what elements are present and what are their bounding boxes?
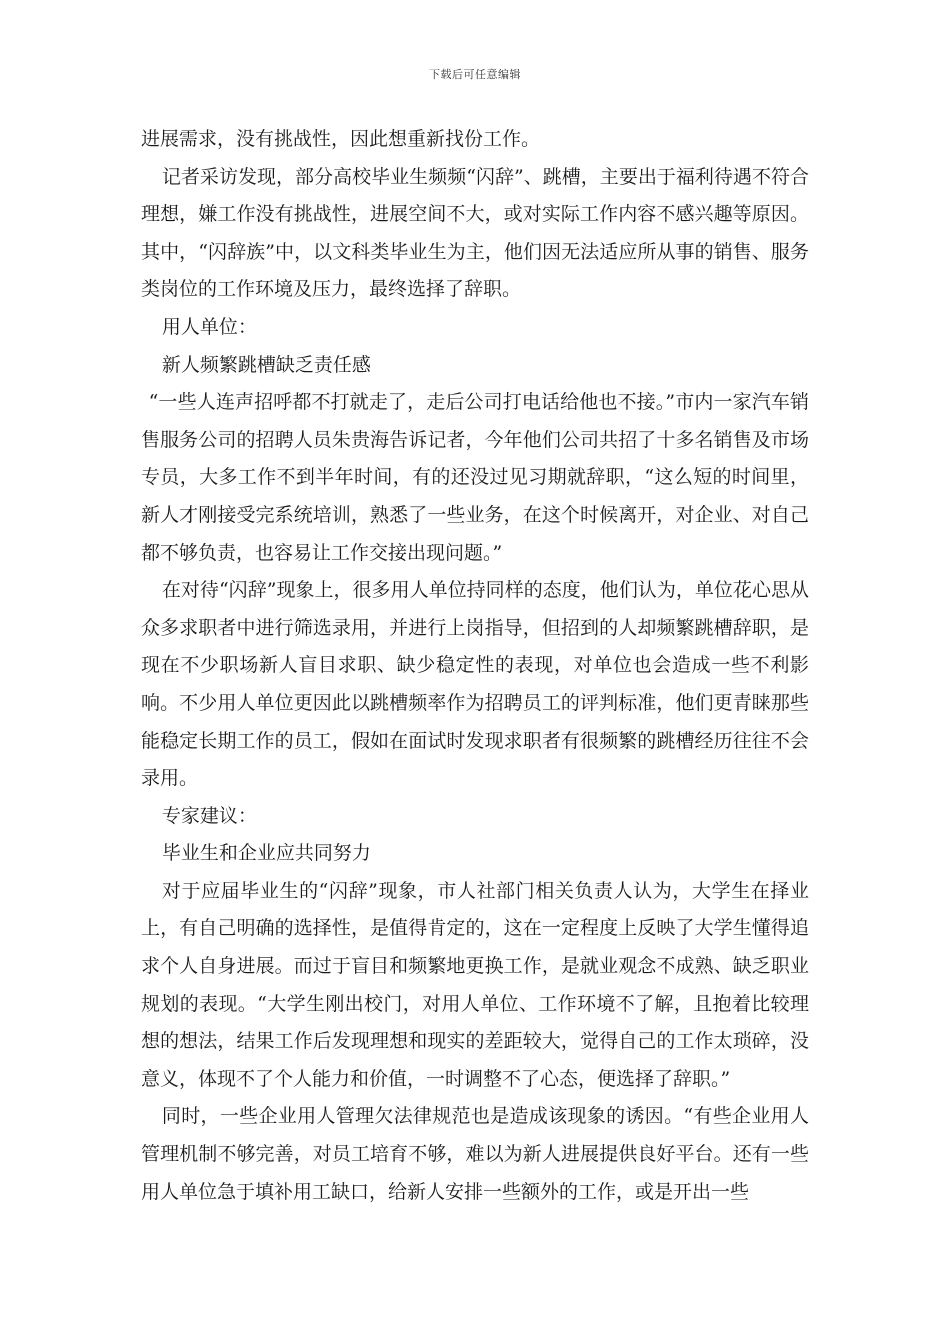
- paragraph-expert-opinion: 对于应届毕业生的“闪辞”现象，市人社部门相关负责人认为，大学生在择业上，有自己明确的选择性，是值得肯定的，这在一定程度上反映了大学生懂得追求个人自身进展。而过于盲目和频繁地更换工作，是就业观念不成熟、缺乏职业规划的表现。“大学生刚出校门，对用人单位、工作环境不了解，且抱着比较理想的想法，结果工作后发现理想和现实的差距较大，觉得自己的工作太琐碎，没意义，体现不了个人能力和价值，一时调整不了心态，便选择了辞职。”: [141, 879, 809, 1090]
- section-heading-employers: 用人单位：: [161, 315, 257, 338]
- subheading-employers: 新人频繁跳槽缺乏责任感: [161, 353, 371, 376]
- subheading-experts: 毕业生和企业应共同努力: [161, 842, 371, 865]
- paragraph-reporter-findings: 记者采访发现，部分高校毕业生频频“闪辞”、跳槽，主要出于福利待遇不符合理想，嫌工作没有挑战性，进展空间不大，或对实际工作内容不感兴趣等原因。其中，“闪辞族”中，以文科类毕业生为主，他们因无法适应所从事的销售、服务类岗位的工作环境及压力，最终选择了辞职。: [141, 165, 809, 301]
- paragraph-enterprise-causes: 同时，一些企业用人管理欠法律规范也是造成该现象的诱因。“有些企业用人管理机制不够完善，对员工培育不够，难以为新人进展提供良好平台。还有一些用人单位急于填补用工缺口，给新人安排一些额外的工作，或是开出一些: [141, 1105, 809, 1203]
- section-heading-experts: 专家建议：: [161, 804, 257, 827]
- paragraph-continuation: 进展需求，没有挑战性，因此想重新找份工作。: [141, 128, 541, 150]
- paragraph-employer-attitude: 在对待“闪辞”现象上，很多用人单位持同样的态度，他们认为，单位花心思从众多求职者中进行筛选录用，并进行上岗指导，但招到的人却频繁跳槽辞职，是现在不少职场新人盲目求职、缺少稳定性的表现，对单位也会造成一些不利影响。不少用人单位更因此以跳槽频率作为招聘员工的评判标准，他们更青睐那些能稳定长期工作的员工，假如在面试时发现求职者有很频繁的跳槽经历往往不会录用。: [141, 579, 809, 790]
- document-body: [141, 121, 809, 1211]
- page-header: 下载后可任意编辑: [429, 68, 521, 81]
- paragraph-employer-quote: “一些人连声招呼都不打就走了，走后公司打电话给他也不接。”市内一家汽车销售服务公司的招聘人员朱贵海告诉记者，今年他们公司共招了十多名销售及市场专员，大多工作不到半年时间，有的还没过见习期就辞职，“这么短的时间里，新人才刚接受完系统培训，熟悉了一些业务，在这个时候离开，对企业、对自己都不够负责，也容易让工作交接出现问题。”: [141, 391, 809, 564]
